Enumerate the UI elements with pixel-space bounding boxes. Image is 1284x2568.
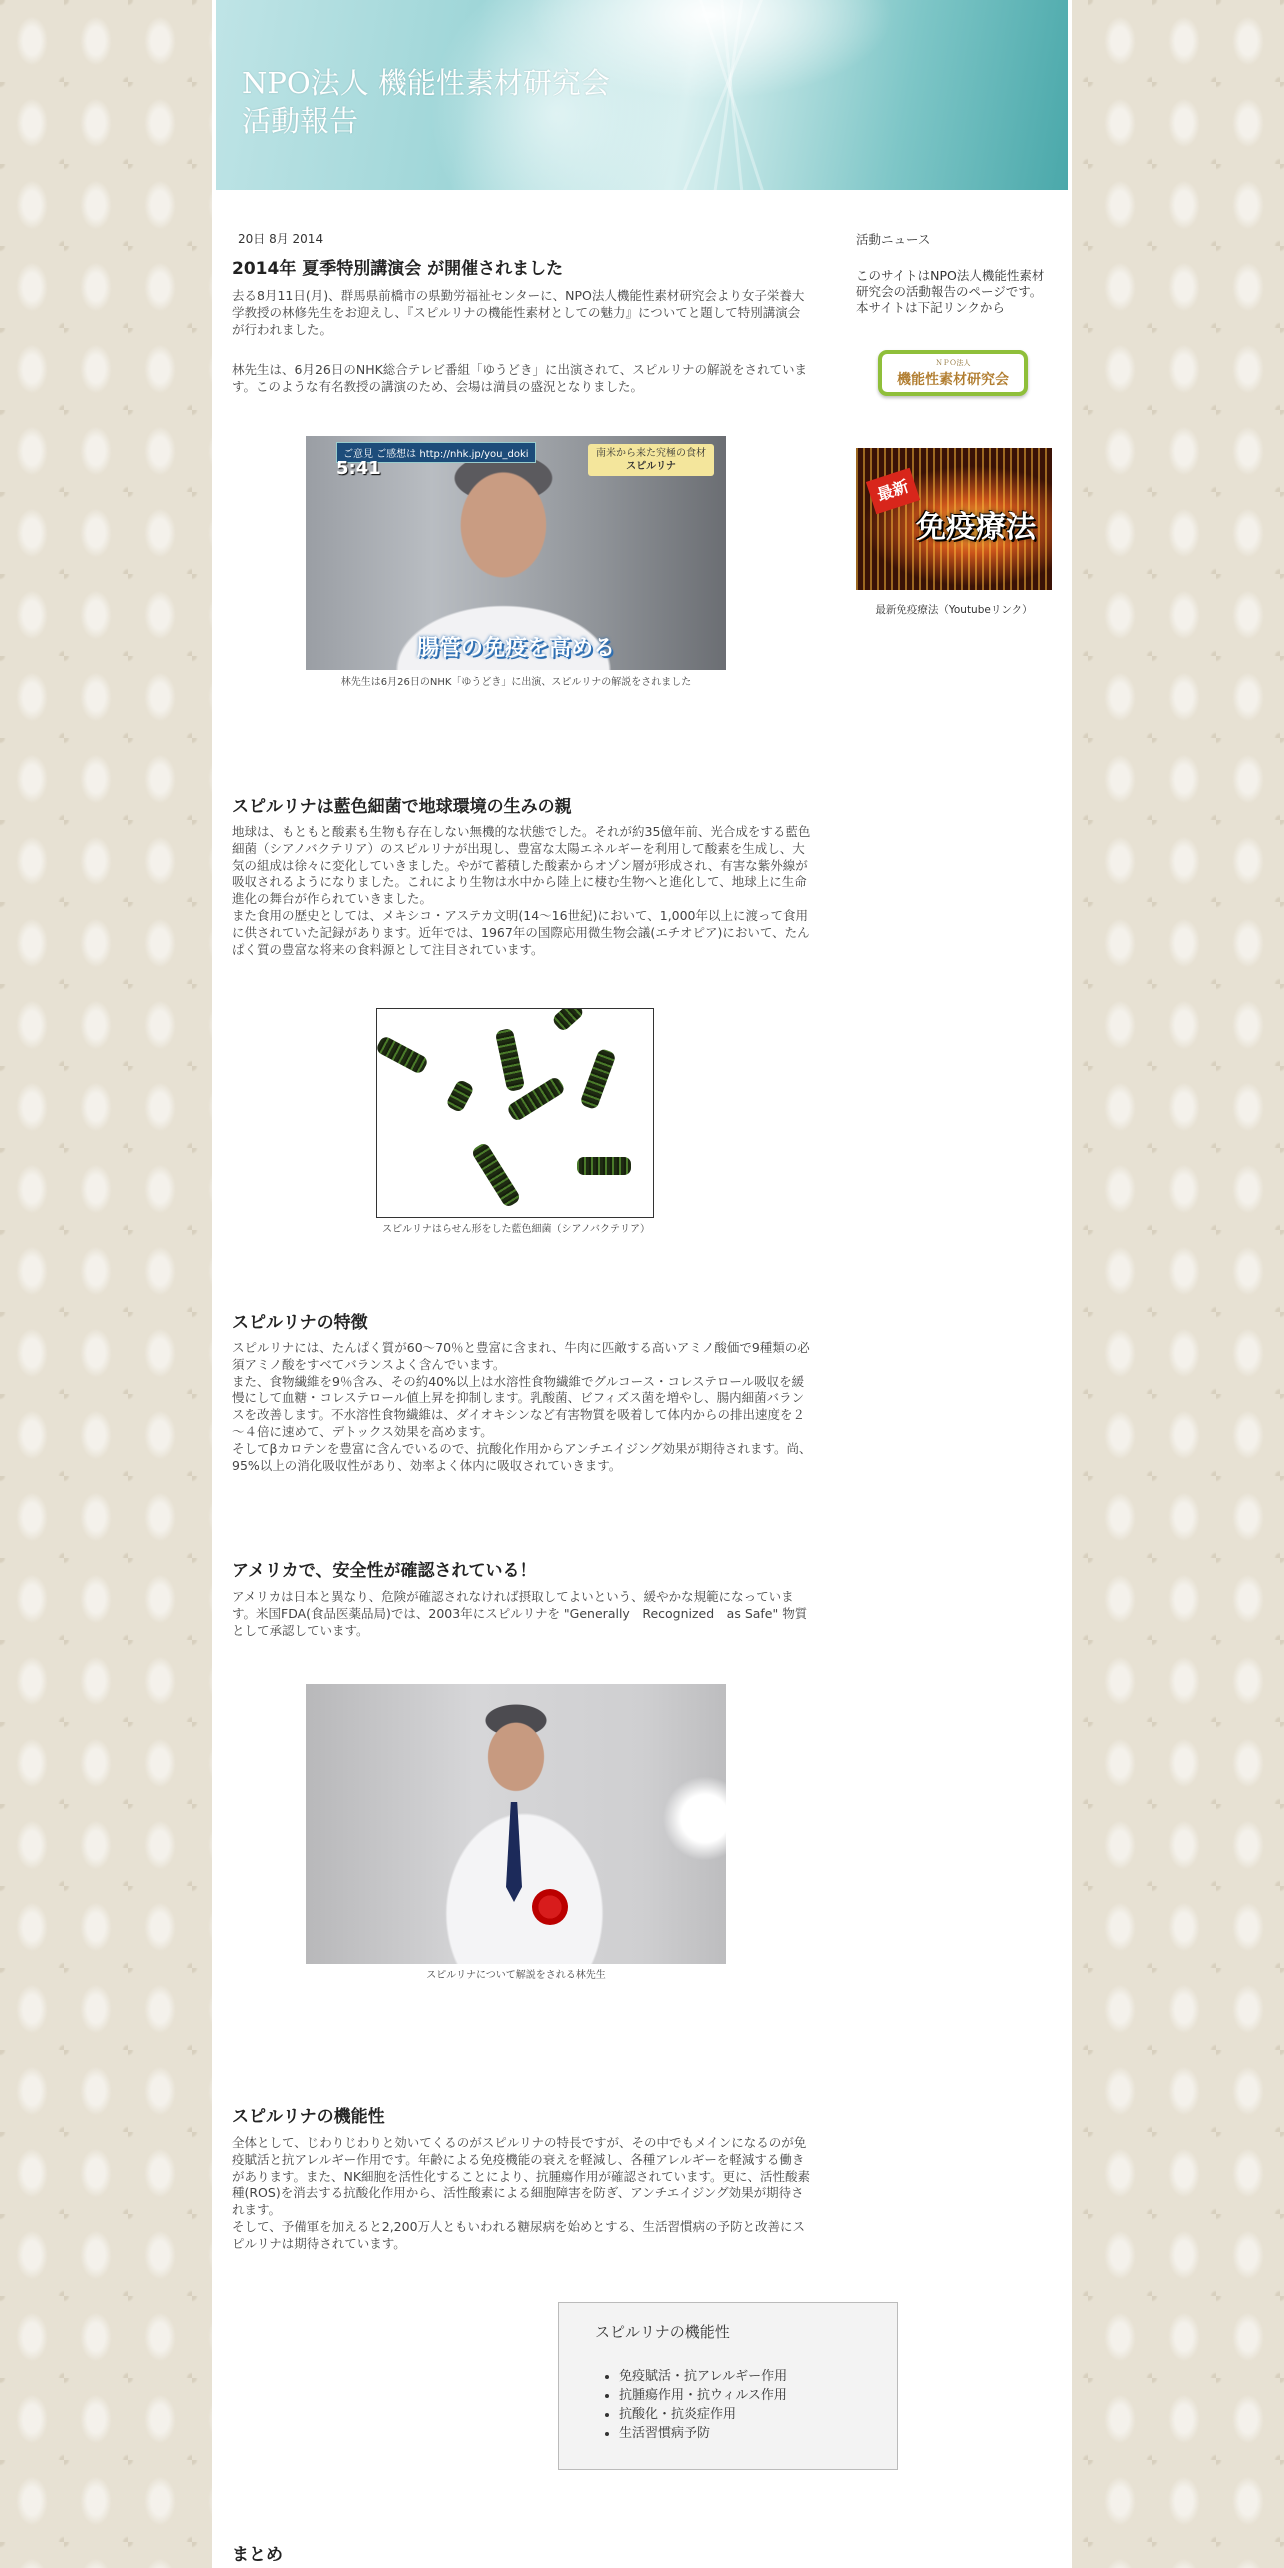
- immunotherapy-youtube-banner[interactable]: [856, 448, 1052, 590]
- section-title-origin: スピルリナは藍色細菌で地球環境の生みの親: [232, 797, 572, 817]
- post-date: 20日 8月 2014: [238, 232, 324, 246]
- section-origin-text: 地球は、もともと酸素も生物も存在しない無機的な状態でした。それが約35億年前、光合成をする藍色細菌（シアノバクテリア）のスピルリナが出現し、豊富な太陽エネルギーを利用して酸素を生成し、大気の組成は徐々に変化していきました。やがて蓄積した酸素からオゾン層が形成され、有害な紫外線が吸収されるようになりました。これにより生物は水中から陸上に棲む生物へと進化して、地球上に生命進化の舞台が作られていきました。 また食用の歴史としては、メキシコ・アステカ文明(14～16世紀)において、1,000年以上に渡って食用に供されていた記録があります。近年では、1967年の国際応用微生物会議(エチオピア)において、たんぱく質の豊富な将来の食料源として注目されています。: [232, 824, 811, 957]
- section-features-text: スピルリナには、たんぱく質が60～70％と豊富に含まれ、牛肉に匹敵する高いアミノ酸価で9種類の必須アミノ酸をすべてバランスよく含んでいます。 また、食物繊維を9％含み、その約40%以上は水溶性食物繊維でグルコース・コレステロール吸収を緩慢にして血糖・コレステロール値上昇を抑制します。乳酸菌、ビフィズス菌を増やし、腸内細菌バランスを改善します。不水溶性食物繊維は、ダイオキシンなど有害物質を吸着して体内からの排出速度を２～４倍に速めて、デトックス効果を高めます。 そしてβカロテンを豊富に含んでいるので、抗酸化作用からアンチエイジング効果が期待されます。尚、95%以上の消化吸収性があり、効率よく体内に吸収されていきます。: [232, 1340, 812, 1473]
- function-list: [619, 2367, 787, 2443]
- tie-shape: [506, 1802, 522, 1902]
- section-title-function: スピルリナの機能性: [232, 2107, 385, 2127]
- tv-topic-line1: 南米から来た究極の食材: [596, 448, 706, 459]
- tv-topic-line2: スピルリナ: [626, 461, 676, 472]
- post-paragraph-2: 林先生は、6月26日のNHK総合テレビ番組「ゆうどき」に出演されて、スピルリナの解説をされています。このような有名教授の講演のため、会場は満員の盛況となりました。: [232, 362, 808, 394]
- function-list-item: • 抗酸化・抗炎症作用: [619, 2405, 787, 2424]
- section-safety-text: アメリカは日本と異なり、危険が確認されなければ摂取してよいという、緩やかな規範になっています。米国FDA(食品医薬品局)では、2003年にスピルリナを "Generally Recognized as Safe" 物質として承認しています。: [232, 1589, 808, 1638]
- content-wrapper: [212, 0, 1072, 2568]
- section-title-safety: アメリカで、安全性が確認されている！: [232, 1561, 537, 1581]
- function-box-title: スピルリナの機能性: [595, 2323, 730, 2341]
- tv-url-banner: ご意見 ご感想は http://nhk.jp/you_doki: [336, 442, 536, 463]
- badge-small-text: ＮＰＯ法人: [935, 359, 971, 367]
- nhk-tv-photo[interactable]: [306, 436, 726, 670]
- function-summary-box: [558, 2302, 898, 2470]
- spirulina-image[interactable]: [376, 1008, 654, 1218]
- tv-time: 5:41: [336, 458, 381, 479]
- banner-caption: 最新免疫療法（Youtubeリンク）: [875, 604, 1033, 616]
- section-title-features: スピルリナの特徴: [232, 1313, 368, 1333]
- post-title: 2014年 夏季特別講演会 が開催されました: [232, 259, 564, 279]
- lecture-caption: スピルリナについて解説をされる林先生: [426, 1970, 606, 1981]
- photo1-caption: 林先生は6月26日のNHK「ゆうどき」に出演、スピルリナの解説をされました: [340, 677, 692, 688]
- tv-topic-banner: [588, 444, 714, 476]
- header-banner: [216, 0, 1068, 190]
- section-function-text: 全体として、じわりじわりと効いてくるのがスピルリナの特長ですが、その中でもメインになるのが免疫賦活と抗アレルギー作用です。年齢による免疫機能の衰えを軽減し、各種アレルギーを軽減する働きがあります。また、NK細胞を活性化することにより、抗腫瘍作用が確認されています。更に、活性酸素種(ROS)を消去する抗酸化作用から、活性酸素による細胞障害を防ぎ、アンチエイジング効果が期待されます。 そして、予備軍を加えると2,200万人ともいわれる糖尿病を始めとする、生活習慣病の予防と改善にスピルリナは期待されています。: [232, 2135, 811, 2251]
- sidebar-title: 活動ニュース: [856, 232, 931, 247]
- lecture-photo[interactable]: [306, 1684, 726, 1964]
- function-list-item: • 抗腫瘍作用・抗ウィルス作用: [619, 2386, 787, 2405]
- sidebar-description: このサイトはNPO法人機能性素材研究会の活動報告のページです。 本サイトは下記リンクから: [856, 268, 1045, 315]
- function-list-item: • 免疫賦活・抗アレルギー作用: [619, 2367, 787, 2386]
- banner-new-label: 最新: [866, 468, 920, 515]
- spirulina-caption: スピルリナはらせん形をした藍色細菌（シアノバクテリア）: [382, 1224, 650, 1235]
- badge-main-text: 機能性素材研究会: [897, 372, 1009, 388]
- site-title-line2: 活動報告: [242, 104, 359, 138]
- section-title-summary: まとめ: [232, 2545, 283, 2565]
- site-title-line1: NPO法人 機能性素材研究会: [242, 66, 610, 100]
- post-paragraph-1: 去る8月11日(月)、群馬県前橋市の県勤労福祉センターに、NPO法人機能性素材研究会より女子栄養大学教授の林修先生をお迎えし、『スピルリナの機能性素材としての魅力』についてと題して特別講演会が行われました。: [232, 288, 805, 337]
- npo-site-link-badge[interactable]: [878, 350, 1028, 396]
- rosette-shape: [532, 1889, 568, 1925]
- banner-title: 免疫療法: [916, 510, 1036, 545]
- site-title-link[interactable]: [242, 64, 610, 140]
- tv-subtitle: 腸管の免疫を高める: [416, 636, 615, 661]
- function-list-item: • 生活習慣病予防: [619, 2424, 787, 2443]
